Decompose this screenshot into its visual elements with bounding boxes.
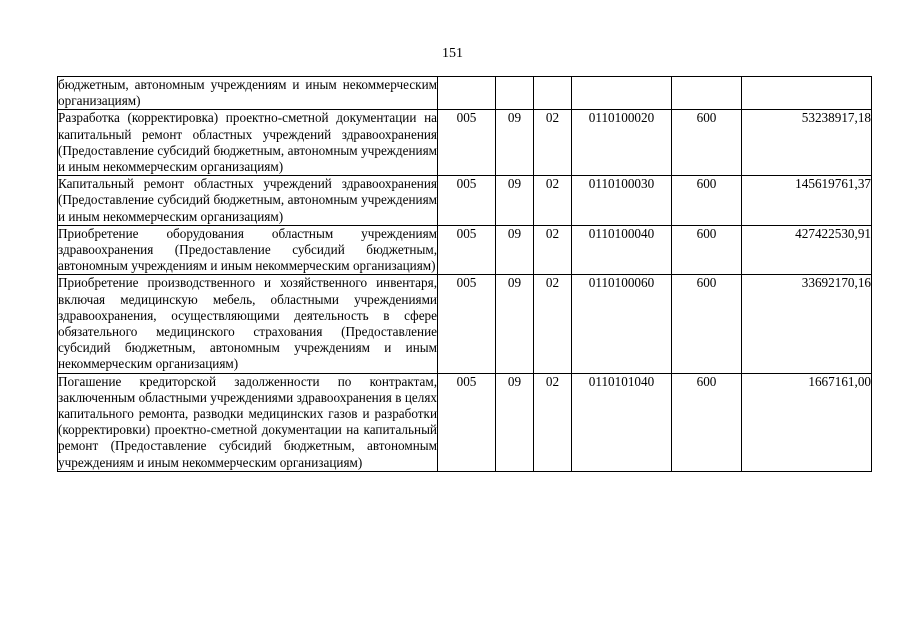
subsection-cell: 02 <box>534 275 572 373</box>
subsection-cell <box>534 77 572 110</box>
expense-type-cell: 600 <box>672 225 742 275</box>
target-article-cell: 0110101040 <box>572 373 672 471</box>
ved-cell: 005 <box>438 275 496 373</box>
ved-cell <box>438 77 496 110</box>
amount-cell: 427422530,91 <box>742 225 872 275</box>
row-name-cell: Приобретение оборудования областным учреждениям здравоохранения (Предоставление субсидий бюджетным, автономным учреждениям и иным некоммерческим организациям) <box>58 225 437 274</box>
row-name-cell: Разработка (корректировка) проектно-сметной документации на капитальный ремонт областных учреждений здравоохранения (Предоставление субсидий бюджетным, автономным учреждениям и иным некоммерческим организациям) <box>58 110 437 175</box>
table-row <box>58 373 872 471</box>
row-name-cell: Капитальный ремонт областных учреждений здравоохранения (Предоставление субсидий бюджетным, автономным учреждениям и иным некоммерческим организациям) <box>58 176 437 224</box>
ved-cell: 005 <box>438 110 496 176</box>
subsection-cell: 02 <box>534 176 572 226</box>
section-cell: 09 <box>496 373 534 471</box>
expense-type-cell: 600 <box>672 373 742 471</box>
amount-cell: 33692170,16 <box>742 275 872 373</box>
row-name-cell: Погашение кредиторской задолженности по контрактам, заключенным областными учреждениями здравоохранения в целях капитального ремонта, разводки медицинских газов и разработки (корректировки) проектно-сметной документации на капитальный ремонт (Предоставление субсидий бюджетным, автономным учреждениям и иным некоммерческим организациям) <box>58 373 437 470</box>
section-cell: 09 <box>496 110 534 176</box>
section-cell: 09 <box>496 275 534 373</box>
subsection-cell: 02 <box>534 110 572 176</box>
table-row <box>58 275 872 373</box>
expense-type-cell: 600 <box>672 110 742 176</box>
subsection-cell: 02 <box>534 373 572 471</box>
target-article-cell: 0110100060 <box>572 275 672 373</box>
ved-cell: 005 <box>438 373 496 471</box>
target-article-cell: 0110100030 <box>572 176 672 226</box>
ved-cell: 005 <box>438 176 496 226</box>
subsection-cell: 02 <box>534 225 572 275</box>
amount-cell: 53238917,18 <box>742 110 872 176</box>
amount-cell <box>742 77 872 110</box>
section-cell <box>496 77 534 110</box>
page-number: 151 <box>442 46 463 61</box>
row-name-cell: бюджетным, автономным учреждениям и иным некоммерческим организациям) <box>58 77 437 109</box>
expense-type-cell <box>672 77 742 110</box>
expense-type-cell: 600 <box>672 176 742 226</box>
target-article-cell: 0110100040 <box>572 225 672 275</box>
ved-cell: 005 <box>438 225 496 275</box>
expense-type-cell: 600 <box>672 275 742 373</box>
table-row <box>58 176 872 226</box>
table-row <box>58 225 872 275</box>
table-row <box>58 77 872 110</box>
amount-cell: 1667161,00 <box>742 373 872 471</box>
budget-table <box>57 76 872 472</box>
section-cell: 09 <box>496 176 534 226</box>
target-article-cell: 0110100020 <box>572 110 672 176</box>
section-cell: 09 <box>496 225 534 275</box>
row-name-cell: Приобретение производственного и хозяйственного инвентаря, включая медицинскую мебель, областными учреждениями здравоохранения, осуществляющими деятельность в сфере обязательного медицинского страхования (Предоставление субсидий бюджетным, автономным учреждениям и иным некоммерческим организациям) <box>58 275 437 372</box>
table-row <box>58 110 872 176</box>
amount-cell: 145619761,37 <box>742 176 872 226</box>
target-article-cell <box>572 77 672 110</box>
